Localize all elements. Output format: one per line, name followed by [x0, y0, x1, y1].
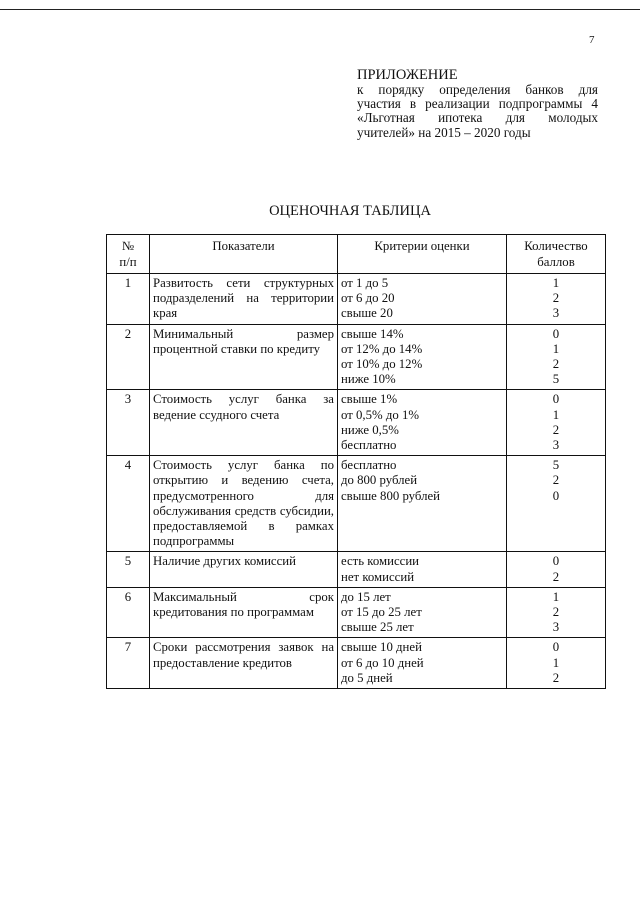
row-criteria [338, 456, 507, 552]
points-item: 3 [552, 438, 560, 453]
appendix-block [357, 67, 598, 140]
points-item: 0 [552, 392, 560, 407]
points-item: 1 [552, 589, 560, 604]
row-points [507, 274, 606, 325]
points-item: 0 [552, 326, 560, 341]
appendix-title: ПРИЛОЖЕНИЕ [357, 67, 458, 83]
row-indicator: Стоимость услуг банка за ведение ссудного счета [150, 390, 338, 456]
criterion-item: от 12% до 14% [341, 341, 423, 356]
row-criteria [338, 587, 507, 638]
points-item: 0 [552, 640, 560, 655]
header-points-line: баллов [537, 255, 575, 269]
row-points [507, 390, 606, 456]
row-points [507, 456, 606, 552]
row-criteria [338, 324, 507, 390]
row-indicator: Стоимость услуг банка по открытию и ведению счета, предусмотренного для обслуживания средств субсидии, предоставляемой в рамках подпрограммы [150, 456, 338, 552]
points-item: 2 [552, 605, 560, 620]
points-item: 1 [552, 276, 560, 290]
document-title: ОЦЕНОЧНАЯ ТАБЛИЦА [269, 203, 431, 219]
criterion-item: свыше 14% [341, 326, 404, 341]
points-item: 0 [552, 488, 560, 503]
criterion-item: до 800 рублей [341, 473, 418, 488]
criterion-item: от 10% до 12% [341, 357, 423, 372]
row-points [507, 638, 606, 689]
criterion-item: свыше 800 рублей [341, 488, 441, 503]
criterion-item: свыше 10 дней [341, 640, 422, 655]
criterion-item: от 1 до 5 [341, 276, 389, 290]
table-row [107, 638, 606, 689]
criterion-item: бесплатно [341, 458, 397, 473]
top-rule [0, 9, 640, 10]
row-criteria [338, 638, 507, 689]
row-points [507, 324, 606, 390]
criterion-item: до 5 дней [341, 670, 393, 685]
points-item: 2 [552, 357, 560, 372]
points-item: 3 [552, 306, 560, 321]
table-header-row [107, 235, 606, 274]
header-number-line: № [121, 239, 135, 253]
table-row [107, 587, 606, 638]
criterion-item: от 6 до 20 [341, 291, 395, 306]
row-indicator: Наличие других комиссий [150, 552, 338, 587]
row-indicator: Развитость сети структурных подразделений на территории края [150, 274, 338, 325]
criterion-item: свыше 1% [341, 392, 398, 407]
points-item: 3 [552, 620, 560, 635]
appendix-line: участия в реализации подпрограммы 4 [357, 96, 598, 112]
criterion-item: свыше 20 [341, 306, 393, 321]
criterion-item: от 15 до 25 лет [341, 605, 422, 620]
appendix-text [357, 83, 598, 140]
row-criteria [338, 274, 507, 325]
appendix-line: учителей» на 2015 – 2020 годы [357, 124, 531, 140]
points-item: 1 [552, 407, 560, 422]
points-item: 0 [552, 554, 560, 569]
criterion-item: нет комиссий [341, 569, 415, 584]
header-criteria: Критерии оценки [338, 235, 507, 274]
criterion-item: ниже 0,5% [341, 422, 399, 437]
points-item: 2 [552, 473, 560, 488]
header-points-line: Количество [524, 239, 588, 253]
row-number: 2 [107, 324, 150, 390]
criterion-item: ниже 10% [341, 372, 396, 387]
row-criteria [338, 552, 507, 587]
page-number: 7 [589, 34, 595, 46]
header-indicator: Показатели [150, 235, 338, 274]
points-item: 5 [552, 372, 560, 387]
table-row [107, 390, 606, 456]
header-number-line: п/п [119, 255, 137, 269]
row-number: 1 [107, 274, 150, 325]
row-number: 5 [107, 552, 150, 587]
points-item: 2 [552, 422, 560, 437]
row-number: 3 [107, 390, 150, 456]
row-indicator: Максимальный срок кредитования по программам [150, 587, 338, 638]
points-item: 1 [552, 655, 560, 670]
appendix-line: «Льготная ипотека для молодых [357, 110, 598, 126]
row-indicator: Минимальный размер процентной ставки по кредиту [150, 324, 338, 390]
header-points [507, 235, 606, 274]
criterion-item: свыше 25 лет [341, 620, 414, 635]
criterion-item: от 6 до 10 дней [341, 655, 424, 670]
points-item: 1 [552, 341, 560, 356]
row-number: 4 [107, 456, 150, 552]
table-row [107, 274, 606, 325]
appendix-line: к порядку определения банков для [357, 82, 598, 97]
row-criteria [338, 390, 507, 456]
points-item: 2 [552, 670, 560, 685]
criterion-item: есть комиссии [341, 554, 420, 569]
evaluation-table [106, 234, 606, 689]
row-number: 6 [107, 587, 150, 638]
row-points [507, 552, 606, 587]
points-item: 2 [552, 569, 560, 584]
table-row [107, 552, 606, 587]
table-row [107, 324, 606, 390]
criterion-item: до 15 лет [341, 589, 391, 604]
row-indicator: Сроки рассмотрения заявок на предоставление кредитов [150, 638, 338, 689]
row-points [507, 587, 606, 638]
row-number: 7 [107, 638, 150, 689]
points-item: 2 [552, 291, 560, 306]
points-item: 5 [552, 458, 560, 473]
header-number [107, 235, 150, 274]
criterion-item: бесплатно [341, 438, 397, 453]
table-row [107, 456, 606, 552]
criterion-item: от 0,5% до 1% [341, 407, 420, 422]
